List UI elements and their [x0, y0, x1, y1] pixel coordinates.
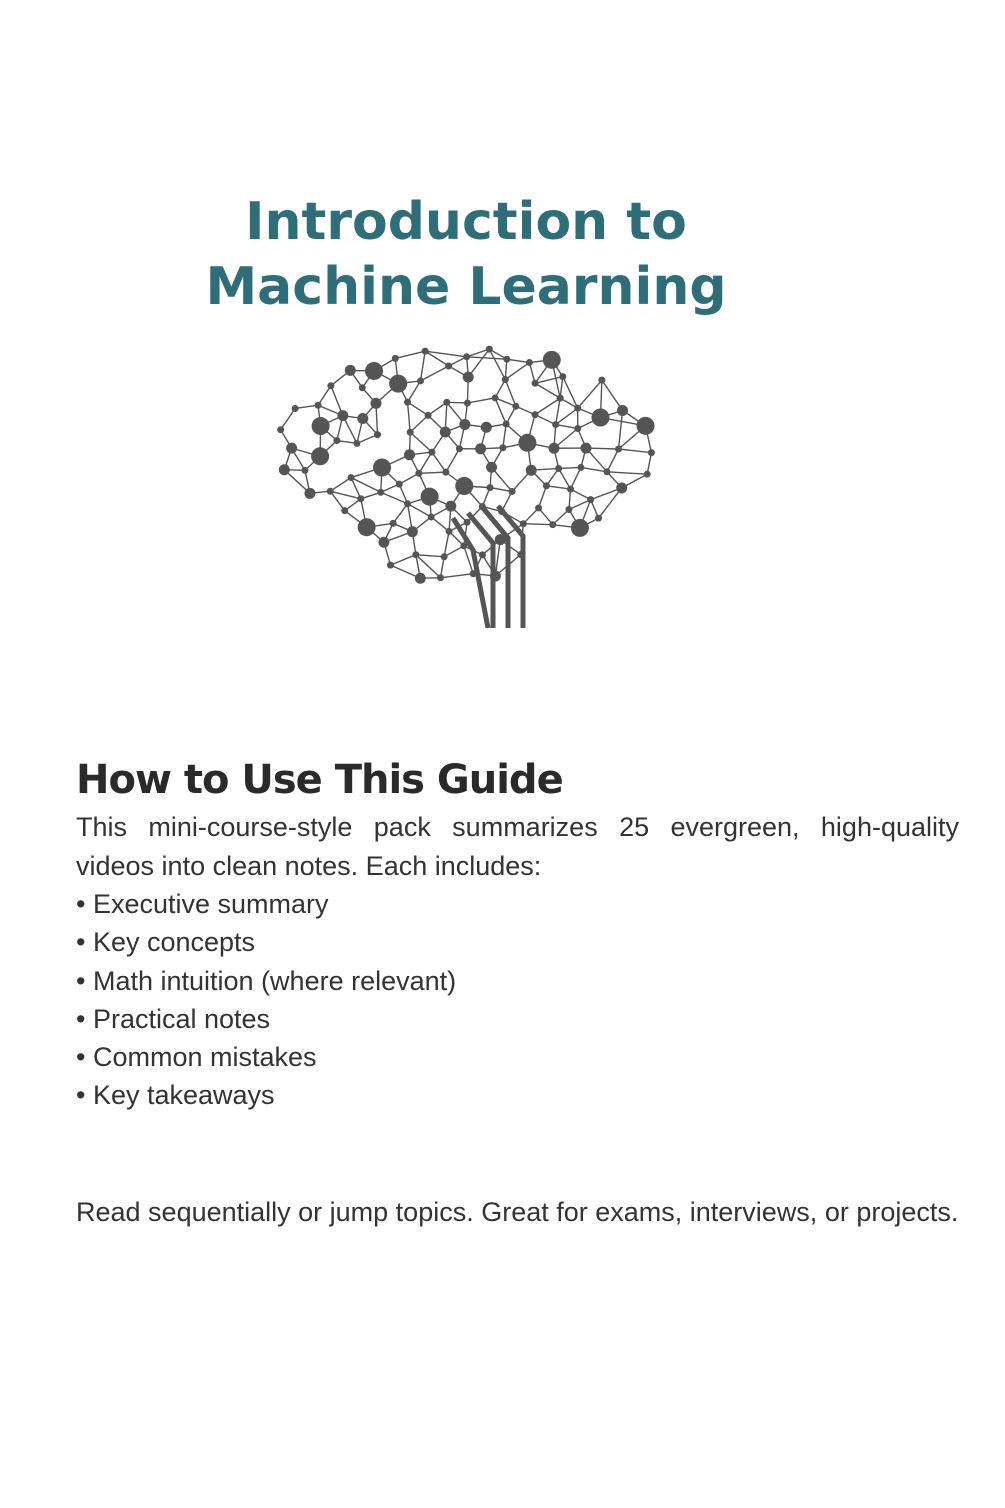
- brain-node: [460, 542, 467, 549]
- brain-node: [644, 471, 651, 478]
- brain-node: [574, 405, 581, 412]
- brain-node: [577, 464, 584, 471]
- brain-edge: [425, 351, 467, 357]
- brain-node: [359, 384, 366, 391]
- brain-node: [459, 419, 470, 430]
- brain-node: [422, 348, 429, 355]
- brain-edge: [503, 424, 506, 448]
- brain-node: [370, 398, 381, 409]
- brain-node: [304, 488, 315, 499]
- brain-node: [378, 537, 389, 548]
- brain-node: [486, 462, 497, 473]
- brain-node: [396, 481, 403, 488]
- brain-node: [404, 399, 411, 406]
- brain-node: [557, 395, 564, 402]
- brain-node: [487, 484, 494, 491]
- brain-node: [486, 346, 493, 353]
- brain-edge: [408, 402, 429, 415]
- cover-title: [123, 190, 809, 320]
- brain-edge: [546, 486, 570, 489]
- brain-edge: [408, 402, 411, 432]
- brain-edge: [602, 380, 623, 410]
- brain-node: [616, 482, 627, 493]
- brain-node: [327, 382, 334, 389]
- brain-node: [377, 489, 384, 496]
- brain-node: [404, 449, 415, 460]
- brain-node: [490, 570, 501, 581]
- brain-node: [518, 434, 536, 452]
- brain-node: [591, 409, 609, 427]
- list-item: • Key takeaways: [76, 1076, 959, 1114]
- brain-node: [277, 426, 284, 433]
- brain-node: [532, 380, 539, 387]
- brain-edge: [607, 449, 618, 472]
- brain-node: [559, 373, 566, 380]
- brain-node: [404, 500, 411, 507]
- guide-list: [76, 885, 959, 1115]
- brain-node: [392, 355, 399, 362]
- brain-edge: [523, 524, 552, 525]
- brain-node: [509, 488, 516, 495]
- brain-node: [463, 372, 474, 383]
- brain-edge: [535, 383, 560, 398]
- brain-node: [357, 495, 364, 502]
- brain-node: [374, 431, 381, 438]
- brain-node: [425, 412, 432, 419]
- brain-node: [571, 519, 589, 537]
- brain-node: [479, 551, 486, 558]
- brain-node: [365, 362, 383, 380]
- brain-node: [443, 399, 450, 406]
- brain-node: [327, 488, 334, 495]
- brain-node: [357, 413, 368, 424]
- list-item: • Common mistakes: [76, 1038, 959, 1076]
- brain-node: [345, 365, 356, 376]
- brain-edge: [351, 478, 381, 493]
- brain-edge: [539, 486, 547, 508]
- brain-node: [279, 464, 290, 475]
- brain-node: [565, 506, 572, 513]
- brain-node: [526, 359, 533, 366]
- brain-node: [598, 377, 605, 384]
- brain-node: [390, 520, 397, 527]
- brain-node: [421, 488, 439, 506]
- brain-node: [415, 573, 426, 584]
- brain-node: [442, 469, 449, 476]
- brain-node: [464, 519, 471, 526]
- brain-node: [407, 526, 418, 537]
- brain-node: [503, 421, 510, 428]
- brain-node: [498, 508, 505, 515]
- brain-edge: [318, 386, 331, 406]
- brain-network-icon: [123, 338, 809, 628]
- guide-intro: This mini-course-style pack summarizes 25 evergreen, high-quality videos into clean notes. Each includes:: [76, 812, 959, 881]
- brain-edge: [444, 531, 449, 556]
- brain-node: [512, 403, 519, 410]
- brain-node: [604, 468, 611, 475]
- brain-edge: [408, 504, 432, 517]
- brain-node: [581, 443, 592, 454]
- brain-node: [502, 376, 509, 383]
- brain-node: [492, 394, 499, 401]
- brain-node: [503, 356, 510, 363]
- brain-edge: [330, 478, 351, 492]
- brain-node: [574, 425, 581, 432]
- brain-edge: [421, 366, 449, 381]
- brain-node: [549, 521, 556, 528]
- list-item: • Math intuition (where relevant): [76, 962, 959, 1000]
- brain-edge: [559, 468, 571, 489]
- guide-closing: Read sequentially or jump topics. Great for exams, interviews, or projects.: [76, 1197, 959, 1227]
- brain-node: [548, 443, 559, 454]
- brain-edge: [393, 504, 407, 524]
- brain-node: [286, 443, 297, 454]
- brain-node: [532, 411, 539, 418]
- brain-node: [292, 405, 299, 412]
- brain-edge: [391, 555, 416, 565]
- brain-node: [315, 402, 322, 409]
- brain-node: [481, 422, 492, 433]
- cover-title-line-2: Machine Learning: [205, 257, 727, 317]
- brain-edge: [419, 452, 432, 473]
- brain-node: [441, 553, 448, 560]
- brain-node: [648, 449, 655, 456]
- list-item: • Practical notes: [76, 1000, 959, 1038]
- brain-node: [407, 429, 414, 436]
- brain-node: [595, 515, 602, 522]
- brain-edge: [441, 574, 474, 578]
- brain-node: [555, 465, 562, 472]
- brain-node: [617, 405, 628, 416]
- brain-node: [543, 482, 550, 489]
- brain-edge: [535, 398, 560, 415]
- brain-node: [311, 447, 329, 465]
- brain-node: [475, 443, 486, 454]
- brain-node: [520, 520, 527, 527]
- brain-node: [341, 507, 348, 514]
- brain-node: [337, 410, 348, 421]
- brain-node: [415, 470, 422, 477]
- brain-node: [567, 486, 574, 493]
- brain-edge: [607, 472, 647, 474]
- list-item: • Executive summary: [76, 885, 959, 923]
- brain-node: [412, 551, 419, 558]
- brain-edge: [408, 381, 421, 402]
- cover-title-line-1: Introduction to: [245, 192, 687, 252]
- brain-node: [615, 445, 622, 452]
- guide-section: [76, 752, 959, 1115]
- brain-edge: [467, 357, 507, 359]
- brain-node: [535, 504, 542, 511]
- brain-edge: [395, 351, 425, 358]
- brain-node: [446, 528, 453, 535]
- brain-node: [455, 477, 473, 495]
- cover-image: [123, 168, 809, 628]
- brain-node: [479, 503, 486, 510]
- brain-edge: [619, 410, 623, 449]
- brain-edge: [556, 408, 578, 424]
- brain-node: [445, 362, 452, 369]
- brain-node: [437, 574, 444, 581]
- brain-node: [517, 551, 524, 558]
- brain-node: [373, 459, 391, 477]
- brain-node: [389, 375, 407, 393]
- brain-node: [499, 444, 506, 451]
- brain-node: [428, 449, 435, 456]
- brain-node: [387, 562, 394, 569]
- brain-node: [417, 377, 424, 384]
- brain-node: [428, 513, 435, 520]
- brain-node: [348, 474, 355, 481]
- brain-node: [463, 353, 470, 360]
- brain-node: [358, 518, 376, 536]
- brain-edge: [419, 472, 446, 473]
- brain-edge: [571, 467, 581, 489]
- brain-edge: [410, 432, 432, 452]
- brain-edge: [416, 555, 444, 557]
- list-item: • Key concepts: [76, 923, 959, 961]
- brain-node: [587, 496, 594, 503]
- brain-node: [526, 465, 537, 476]
- brain-edge: [421, 351, 426, 381]
- brain-node: [312, 417, 330, 435]
- brain-node: [543, 351, 561, 369]
- brain-edge: [505, 363, 529, 380]
- brain-node: [353, 440, 360, 447]
- brain-node: [440, 427, 451, 438]
- brain-node: [470, 570, 477, 577]
- brain-edge: [495, 540, 500, 576]
- brain-edge: [281, 408, 296, 429]
- guide-heading: How to Use This Guide: [76, 757, 563, 803]
- brain-node: [301, 467, 308, 474]
- brain-node: [333, 437, 340, 444]
- brain-node: [552, 421, 559, 428]
- brain-node: [445, 501, 456, 512]
- brain-edge: [467, 398, 495, 403]
- brain-node: [637, 417, 655, 435]
- brain-node: [495, 534, 506, 545]
- brain-edge: [446, 449, 460, 472]
- brain-edge: [410, 415, 428, 432]
- brain-edge: [578, 380, 602, 408]
- brain-edge: [619, 449, 652, 453]
- brain-edge: [556, 398, 560, 424]
- brain-node: [464, 399, 471, 406]
- brain-edge: [432, 452, 446, 472]
- brain-node: [456, 445, 463, 452]
